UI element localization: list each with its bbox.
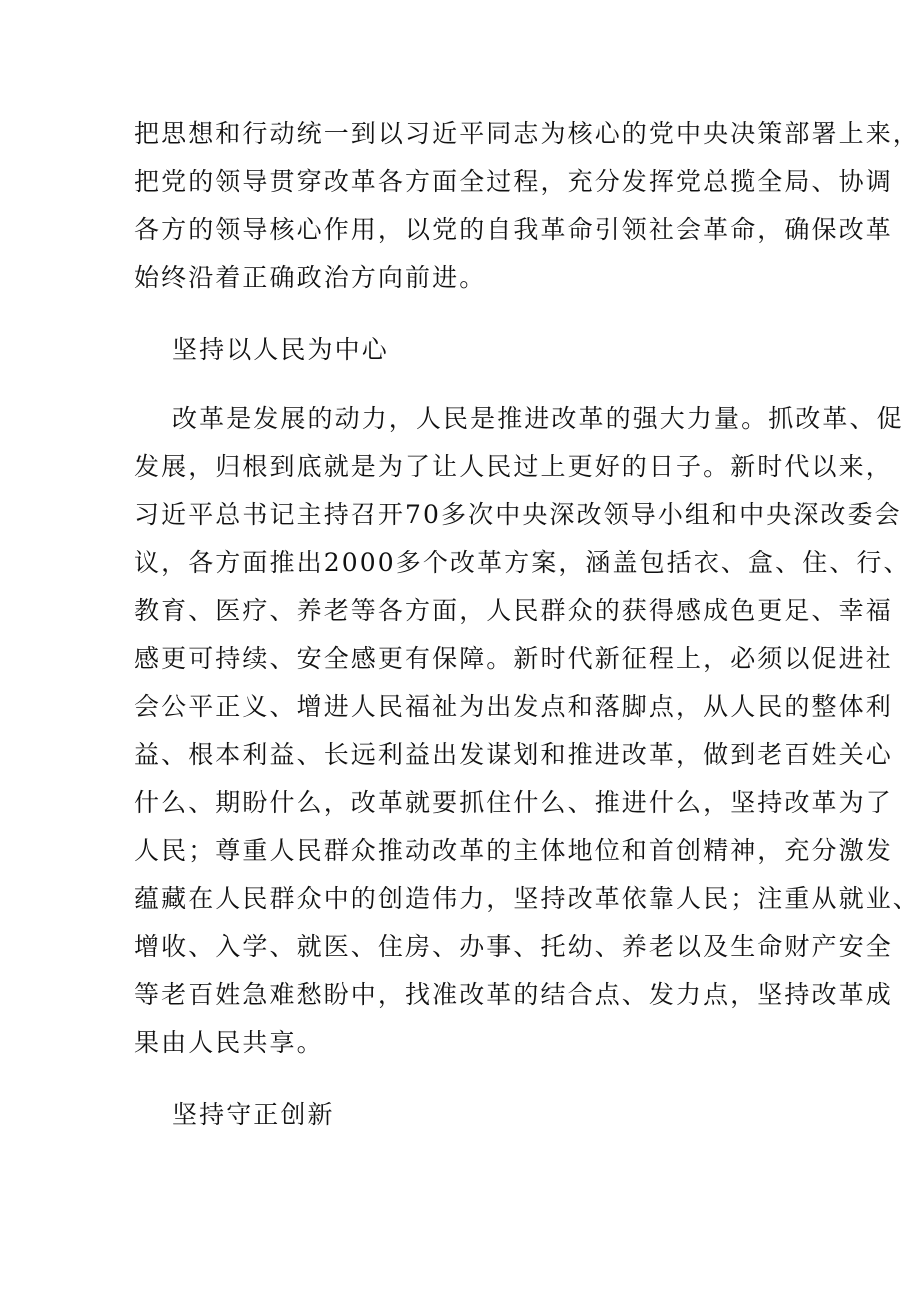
text-line: 会公平正义、增进人民福祉为出发点和落脚点，从人民的整体利 <box>134 692 893 721</box>
text-line: 始终沿着正确政治方向前进。 <box>134 263 487 292</box>
text-line: 各方的领导核心作用，以党的自我革命引领社会革命，确保改革 <box>134 215 893 244</box>
text-line: 感更可持续、安全感更有保障。新时代新征程上，必须以促进社 <box>134 644 893 673</box>
text-line: 果由人民共享。 <box>134 1028 324 1057</box>
text-line: 人民；尊重人民群众推动改革的主体地位和首创精神，充分激发 <box>134 836 893 865</box>
text-line: 把思想和行动统一到以习近平同志为核心的党中央决策部署上来， <box>134 119 920 148</box>
text-line: 习近平总书记主持召开70多次中央深改领导小组和中央深改委会 <box>134 500 902 529</box>
text-line: 议，各方面推出2000多个改革方案，涵盖包括衣、盒、住、行、 <box>134 548 911 577</box>
text-line: 发展，归根到底就是为了让人民过上更好的日子。新时代以来， <box>134 452 893 481</box>
section-heading-innovation: 坚持守正创新 <box>172 1100 335 1129</box>
text-line: 教育、医疗、养老等各方面，人民群众的获得感成色更足、幸福 <box>134 596 893 625</box>
text-line: 什么、期盼什么，改革就要抓住什么、推进什么，坚持改革为了 <box>134 788 893 817</box>
text-line: 益、根本利益、长远利益出发谋划和推进改革，做到老百姓关心 <box>134 740 893 769</box>
text-line: 等老百姓急难愁盼中，找准改革的结合点、发力点，坚持改革成 <box>134 980 893 1009</box>
text-line: 增收、入学、就医、住房、办事、托幼、养老以及生命财产安全 <box>134 932 893 961</box>
text-line: 蕴藏在人民群众中的创造伟力，坚持改革依靠人民；注重从就业、 <box>134 884 920 913</box>
text-line: 改革是发展的动力，人民是推进改革的强大力量。抓改革、促 <box>172 404 904 433</box>
text-line: 把党的领导贯穿改革各方面全过程，充分发挥党总揽全局、协调 <box>134 167 893 196</box>
section-heading-people-centered: 坚持以人民为中心 <box>172 335 389 364</box>
